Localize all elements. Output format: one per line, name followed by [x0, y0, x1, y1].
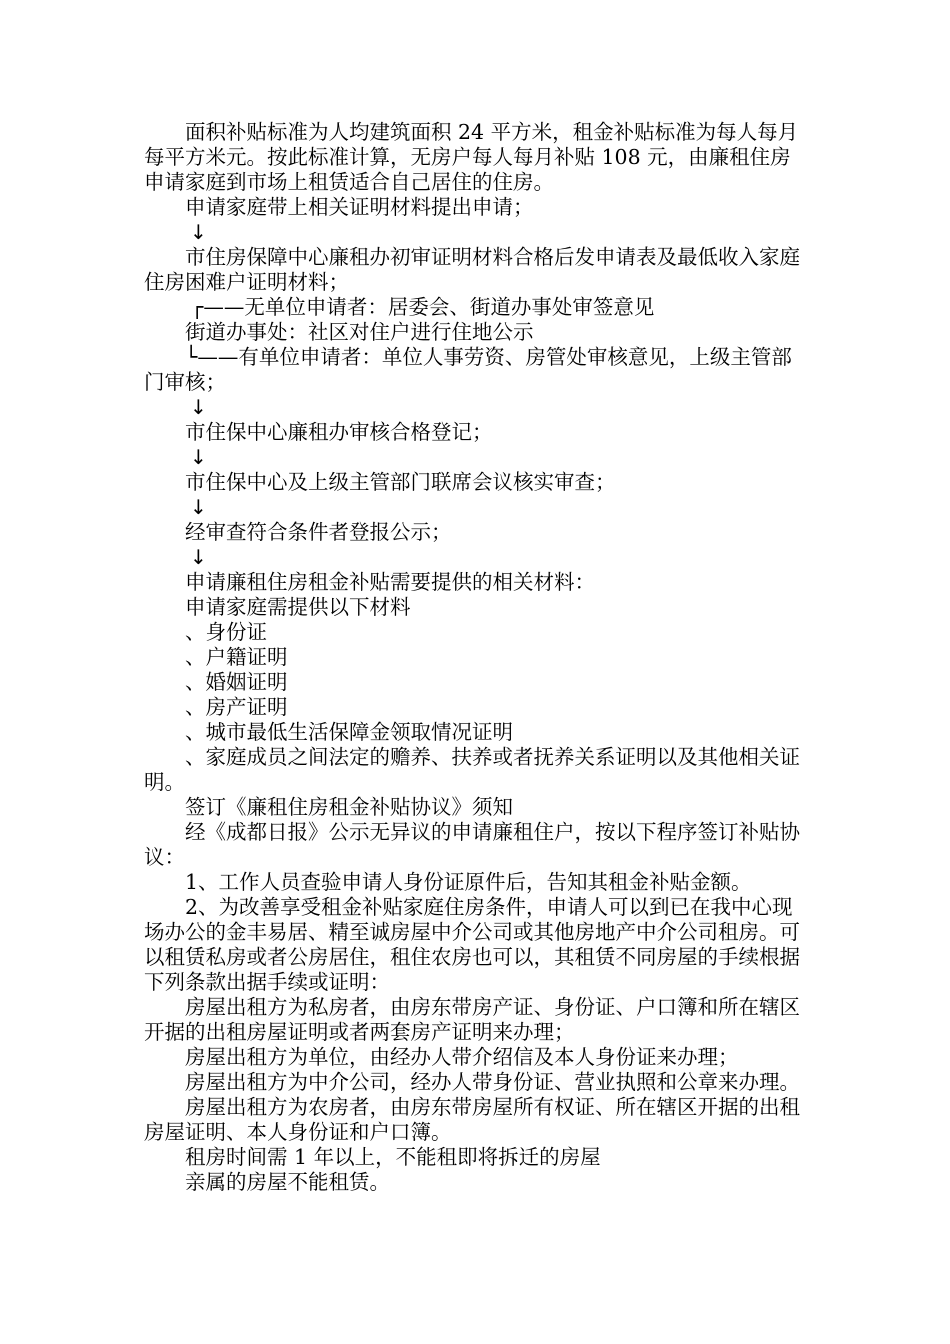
step-initial-review: 市住房保障中心廉租办初审证明材料合格后发申请表及最低收入家庭住房困难户证明材料； — [144, 245, 800, 294]
document-page — [144, 120, 806, 1195]
case-agency: 房屋出租方为中介公司，经办人带身份证、营业执照和公章来办理。 — [185, 1070, 800, 1094]
intro-paragraph: 面积补贴标准为人均建筑面积 24 平方米，租金补贴标准为每人每月每平方米元。按此标准计算，无房户每人每月补贴 108 元，由廉租住房申请家庭到市场上租赁适合自己居住的住房。 — [144, 120, 799, 194]
down-arrow-icon: ↓ — [190, 445, 207, 469]
materials-item: 、身份证 — [185, 620, 267, 644]
branch-street-office: 街道办事处：社区对住户进行住地公示 — [185, 320, 534, 344]
materials-item: 、房产证明 — [185, 695, 288, 719]
materials-item: 、婚姻证明 — [185, 670, 288, 694]
relatives-note: 亲属的房屋不能租赁。 — [185, 1170, 390, 1194]
step-apply: 申请家庭带上相关证明材料提出申请； — [185, 195, 534, 219]
case-farm-house: 房屋出租方为农房者，由房东带房屋所有权证、所在辖区开据的出租房屋证明、本人身份证和户口簿。 — [144, 1095, 800, 1144]
materials-item: 、家庭成员之间法定的赡养、扶养或者抚养关系证明以及其他相关证明。 — [144, 745, 800, 794]
materials-item: 、城市最低生活保障金领取情况证明 — [185, 720, 513, 744]
branch-no-employer: ┌——无单位申请者：居委会、街道办事处审签意见 — [191, 295, 655, 319]
case-private-house: 房屋出租方为私房者，由房东带房产证、身份证、户口簿和所在辖区开据的出租房屋证明或者两套房产证明来办理； — [144, 995, 800, 1044]
case-unit: 房屋出租方为单位，由经办人带介绍信及本人身份证来办理； — [185, 1045, 739, 1069]
down-arrow-icon: ↓ — [190, 395, 207, 419]
agreement-title: 签订《廉租住房租金补贴协议》须知 — [185, 795, 513, 819]
down-arrow-icon: ↓ — [190, 495, 207, 519]
step-publication: 经审查符合条件者登报公示； — [185, 520, 452, 544]
down-arrow-icon: ↓ — [190, 545, 207, 569]
materials-title: 申请廉租住房租金补贴需要提供的相关材料： — [185, 570, 595, 594]
rule-2: 2、为改善享受租金补贴家庭住房条件，申请人可以到已在我中心现场办公的金丰易居、精至诚房屋中介公司或其他房地产中介公司租房。可以租赁私房或者公房居住，租住农房也可以，其租赁不同房屋的手续根据下列条款出据手续或证明： — [144, 895, 800, 994]
step-joint-meeting: 市住保中心及上级主管部门联席会议核实审查； — [185, 470, 616, 494]
rental-term: 租房时间需 1 年以上，不能租即将拆迁的房屋 — [185, 1145, 601, 1169]
down-arrow-icon: ↓ — [190, 220, 207, 244]
branch-with-employer: └——有单位申请者：单位人事劳资、房管处审核意见，上级主管部门审核； — [144, 345, 792, 394]
step-registration: 市住保中心廉租办审核合格登记； — [185, 420, 493, 444]
agreement-intro: 经《成都日报》公示无异议的申请廉租住户，按以下程序签订补贴协议： — [144, 820, 800, 869]
rule-1: 1、工作人员查验申请人身份证原件后，告知其租金补贴金额。 — [185, 870, 752, 894]
materials-subtitle: 申请家庭需提供以下材料 — [185, 595, 411, 619]
materials-item: 、户籍证明 — [185, 645, 288, 669]
